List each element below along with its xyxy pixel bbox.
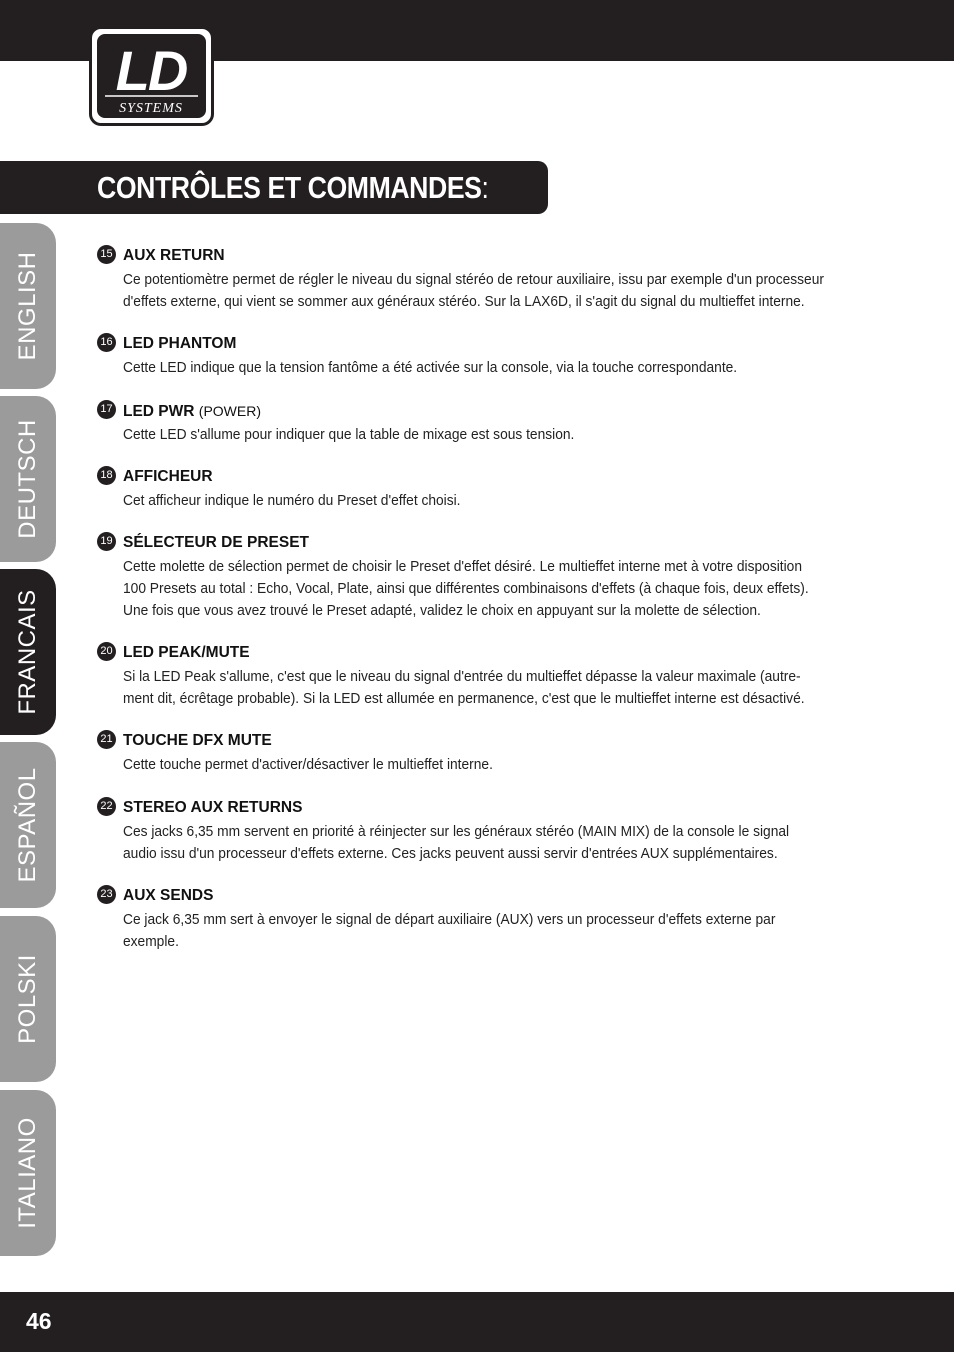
item-title: LED PHANTOM (123, 335, 237, 352)
item-number: 15 (97, 245, 116, 264)
language-tab-francais[interactable] (0, 569, 56, 735)
item-title: AUX SENDS (123, 887, 214, 904)
item-title: LED PWR (POWER) (123, 403, 261, 420)
item-number: 18 (97, 466, 116, 485)
item-number: 17 (97, 400, 116, 419)
logo-text: LD (115, 39, 187, 102)
logo-graphic (97, 34, 206, 118)
item-title: AUX RETURN (123, 247, 225, 264)
item-number: 20 (97, 642, 116, 661)
title-bar (0, 161, 548, 214)
language-tab-polski[interactable] (0, 916, 56, 1082)
item-description: Ces jacks 6,35 mm servent en priorité à réinjecter sur les généraux stéréo (MAIN MIX) de la console le signal audio issu d'un processeur d'effets externe. Ces jacks peuvent aussi servir d'entrées AUX supplémentaires. (123, 824, 790, 862)
item-description: Cette LED s'allume pour indiquer que la table de mixage est sous tension. (123, 427, 575, 443)
language-tab-english[interactable] (0, 223, 56, 389)
language-tab-label: FRANCAIS (14, 589, 41, 715)
item-description: Ce jack 6,35 mm sert à envoyer le signal de départ auxiliaire (AUX) vers un processeur d'effets externe par exemple. (123, 912, 776, 950)
item-description: Cette LED indique que la tension fantôme a été activée sur la console, via la touche correspondante. (123, 360, 738, 376)
language-tab-italiano[interactable] (0, 1090, 56, 1256)
item-description: Cette touche permet d'activer/désactiver le multieffet interne. (123, 757, 493, 773)
page-title (97, 168, 489, 208)
item-number: 19 (97, 532, 116, 551)
item-number: 21 (97, 730, 116, 749)
item-number: 16 (97, 333, 116, 352)
item-number: 22 (97, 797, 116, 816)
item-description: Cette molette de sélection permet de choisir le Preset d'effet désiré. Le multieffet interne met à votre disposition 100 Presets au total : Echo, Vocal, Plate, ainsi que différentes combinaisons d'effets (à chaque fois, deux effets). Une fois que vous avez trouvé le Preset adapté, validez le choix en appuyant sur la molette de sélection. (123, 559, 809, 619)
language-tab-label: POLSKI (14, 954, 41, 1044)
language-tab-label: ITALIANO (14, 1117, 41, 1229)
language-tab-label: DEUTSCH (14, 419, 41, 539)
item-subtitle: (POWER) (198, 403, 261, 419)
item-title: SÉLECTEUR DE PRESET (123, 534, 310, 551)
bottom-bar (0, 1292, 954, 1352)
item-number: 23 (97, 885, 116, 904)
item-description: Si la LED Peak s'allume, c'est que le niveau du signal d'entrée du multieffet dépasse la valeur maximale (autre-ment dit, écrêtage probable). Si la LED est allumée en permanence, c'est que le multieffet interne est désactivé. (123, 669, 805, 707)
item-title: TOUCHE DFX MUTE (123, 732, 272, 749)
language-tab-label: ENGLISH (14, 251, 41, 361)
item-title: STEREO AUX RETURNS (123, 799, 303, 816)
page-title-text: CONTRÔLES ET COMMANDES (97, 170, 482, 205)
logo-subtext: SYSTEMS (119, 101, 183, 116)
item-title: LED PEAK/MUTE (123, 644, 250, 661)
language-tab-espanol[interactable] (0, 742, 56, 908)
item-description: Ce potentiomètre permet de régler le niveau du signal stéréo de retour auxiliaire, issu par exemple d'un processeur d'effets externe, qui vient se sommer aux généraux stéréo. Sur la LAX6D, il s'agit du signal du multieffet interne. (123, 272, 824, 310)
item-description: Cet afficheur indique le numéro du Preset d'effet choisi. (123, 493, 461, 509)
page-number: 46 (26, 1308, 52, 1334)
language-tab-deutsch[interactable] (0, 396, 56, 562)
page-title-colon: : (481, 170, 489, 205)
language-tab-label: ESPAÑOL (14, 767, 41, 883)
ld-systems-logo (89, 26, 214, 126)
item-title: AFFICHEUR (123, 468, 213, 485)
